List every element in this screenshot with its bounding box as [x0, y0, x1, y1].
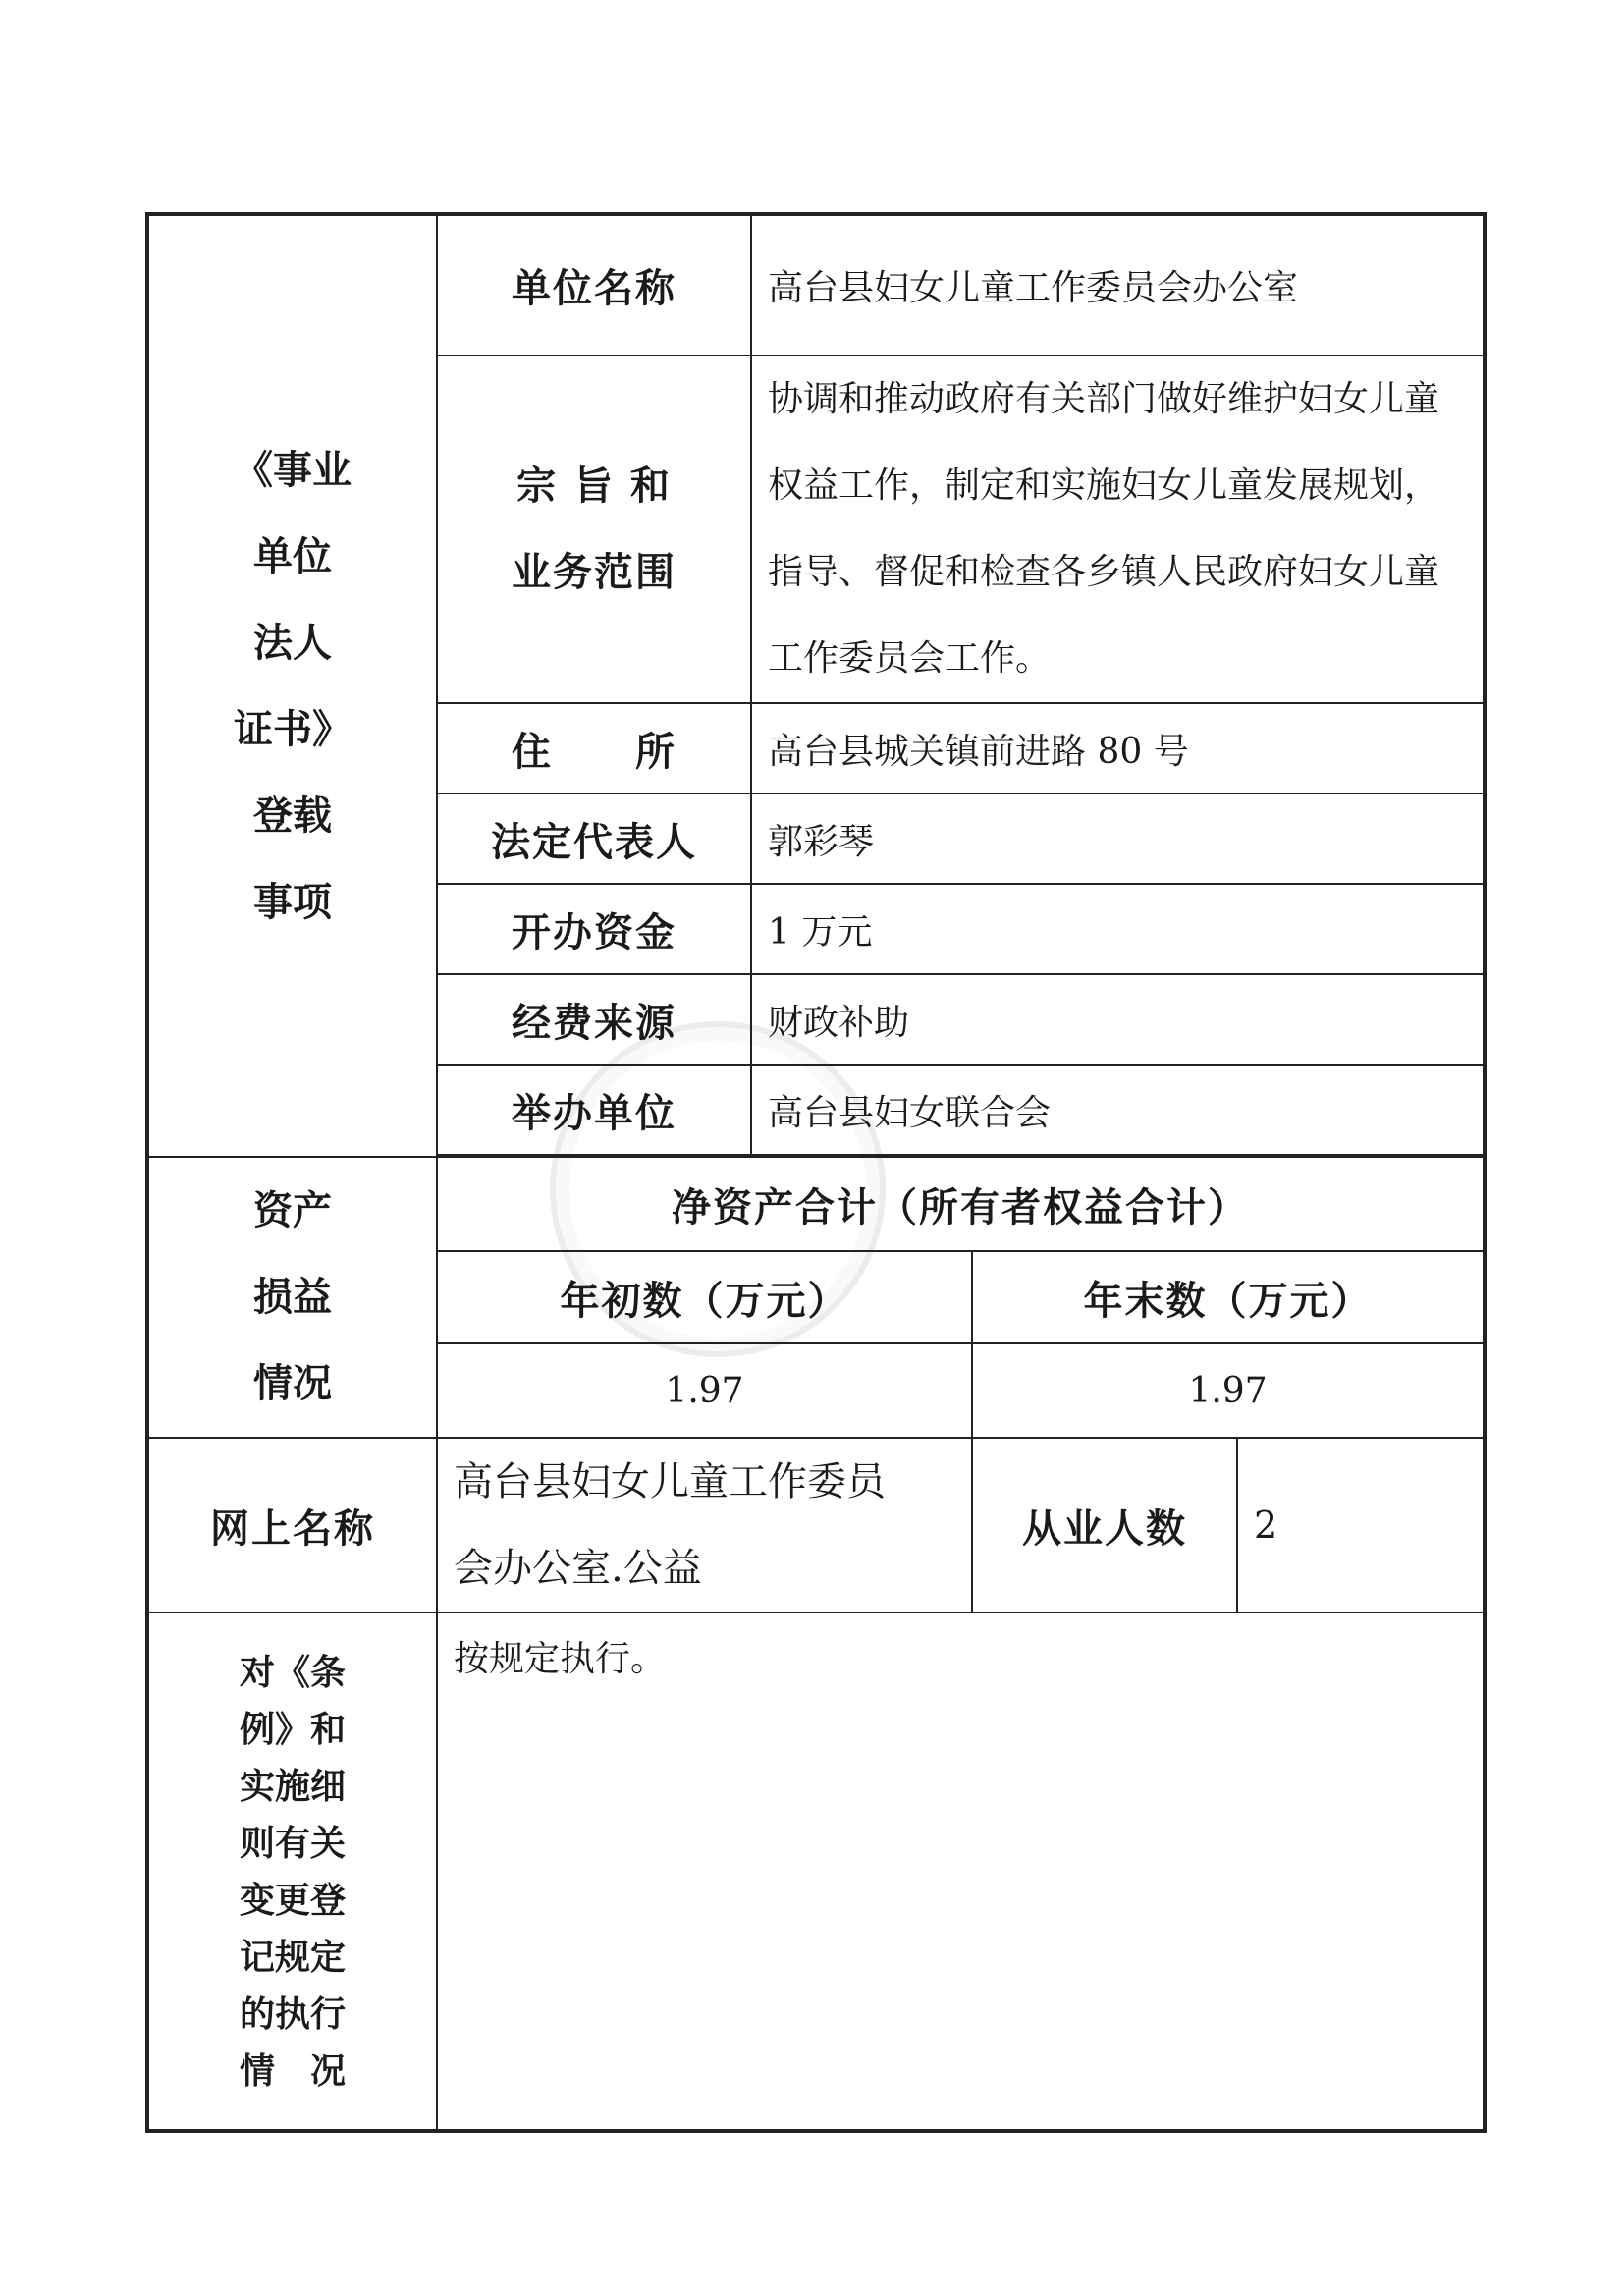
net-assets-header: 净资产合计（所有者权益合计）	[437, 1157, 1485, 1251]
section2-line: 资产	[253, 1187, 332, 1233]
legal-rep-value: 郭彩琴	[751, 793, 1485, 884]
section-execution	[147, 1613, 437, 2131]
address-label: 住 所	[437, 703, 751, 793]
begin-value: 1.97	[437, 1343, 972, 1438]
employees-value: 2	[1237, 1438, 1485, 1613]
section1-line: 法人	[253, 619, 332, 666]
online-name-value	[437, 1438, 972, 1613]
purpose-label	[437, 355, 751, 703]
section1-line: 事项	[253, 878, 332, 925]
funding-label: 经费来源	[437, 974, 751, 1065]
unit-name-value: 高台县妇女儿童工作委员会办公室	[751, 214, 1485, 355]
execution-value: 按规定执行。	[437, 1613, 1485, 2131]
section2-line: 损益	[253, 1274, 332, 1320]
row-net-assets-header	[147, 1157, 1485, 1251]
section-certificate-items	[147, 214, 437, 1157]
section1-line: 单位	[253, 532, 332, 579]
address-value: 高台县城关镇前进路 80 号	[751, 703, 1485, 793]
begin-label: 年初数（万元）	[437, 1251, 972, 1343]
section2-line: 情况	[253, 1360, 332, 1406]
purpose-label-line1: 宗 旨 和	[516, 463, 672, 509]
end-label: 年末数（万元）	[972, 1251, 1485, 1343]
section3-line: 则有关	[239, 1822, 346, 1864]
capital-value: 1 万元	[751, 884, 1485, 974]
section3-line: 情 况	[239, 2050, 346, 2092]
capital-label: 开办资金	[437, 884, 751, 974]
sponsor-value: 高台县妇女联合会	[751, 1065, 1485, 1155]
end-value: 1.97	[972, 1343, 1485, 1438]
registration-table	[145, 212, 1487, 2133]
online-name-line1: 高台县妇女儿童工作委员	[454, 1459, 886, 1504]
section3-line: 的执行	[239, 1993, 346, 2035]
purpose-value: 协调和推动政府有关部门做好维护妇女儿童权益工作，制定和实施妇女儿童发展规划，指导、督促和检查各乡镇人民政府妇女儿童工作委员会工作。	[751, 355, 1485, 703]
employees-label: 从业人数	[972, 1438, 1237, 1613]
section1-line: 证书》	[234, 705, 352, 752]
section-assets	[147, 1157, 437, 1438]
row-online-name	[147, 1438, 1485, 1613]
purpose-label-line2: 业务范围	[512, 549, 676, 595]
online-name-label: 网上名称	[147, 1438, 437, 1613]
funding-value: 财政补助	[751, 974, 1485, 1065]
section3-line: 变更登	[239, 1879, 346, 1921]
section3-line: 例》和	[239, 1708, 346, 1750]
section3-line: 对《条	[239, 1651, 346, 1693]
section3-line: 实施细	[239, 1765, 346, 1807]
section1-line: 《事业	[234, 446, 352, 493]
section3-line: 记规定	[239, 1936, 346, 1978]
section1-line: 登载	[253, 792, 332, 839]
row-unit-name	[147, 214, 1485, 355]
unit-name-label: 单位名称	[437, 214, 751, 355]
sponsor-label: 举办单位	[437, 1065, 751, 1155]
online-name-line2: 会办公室.公益	[454, 1546, 702, 1591]
legal-rep-label: 法定代表人	[437, 793, 751, 884]
row-execution	[147, 1613, 1485, 2131]
